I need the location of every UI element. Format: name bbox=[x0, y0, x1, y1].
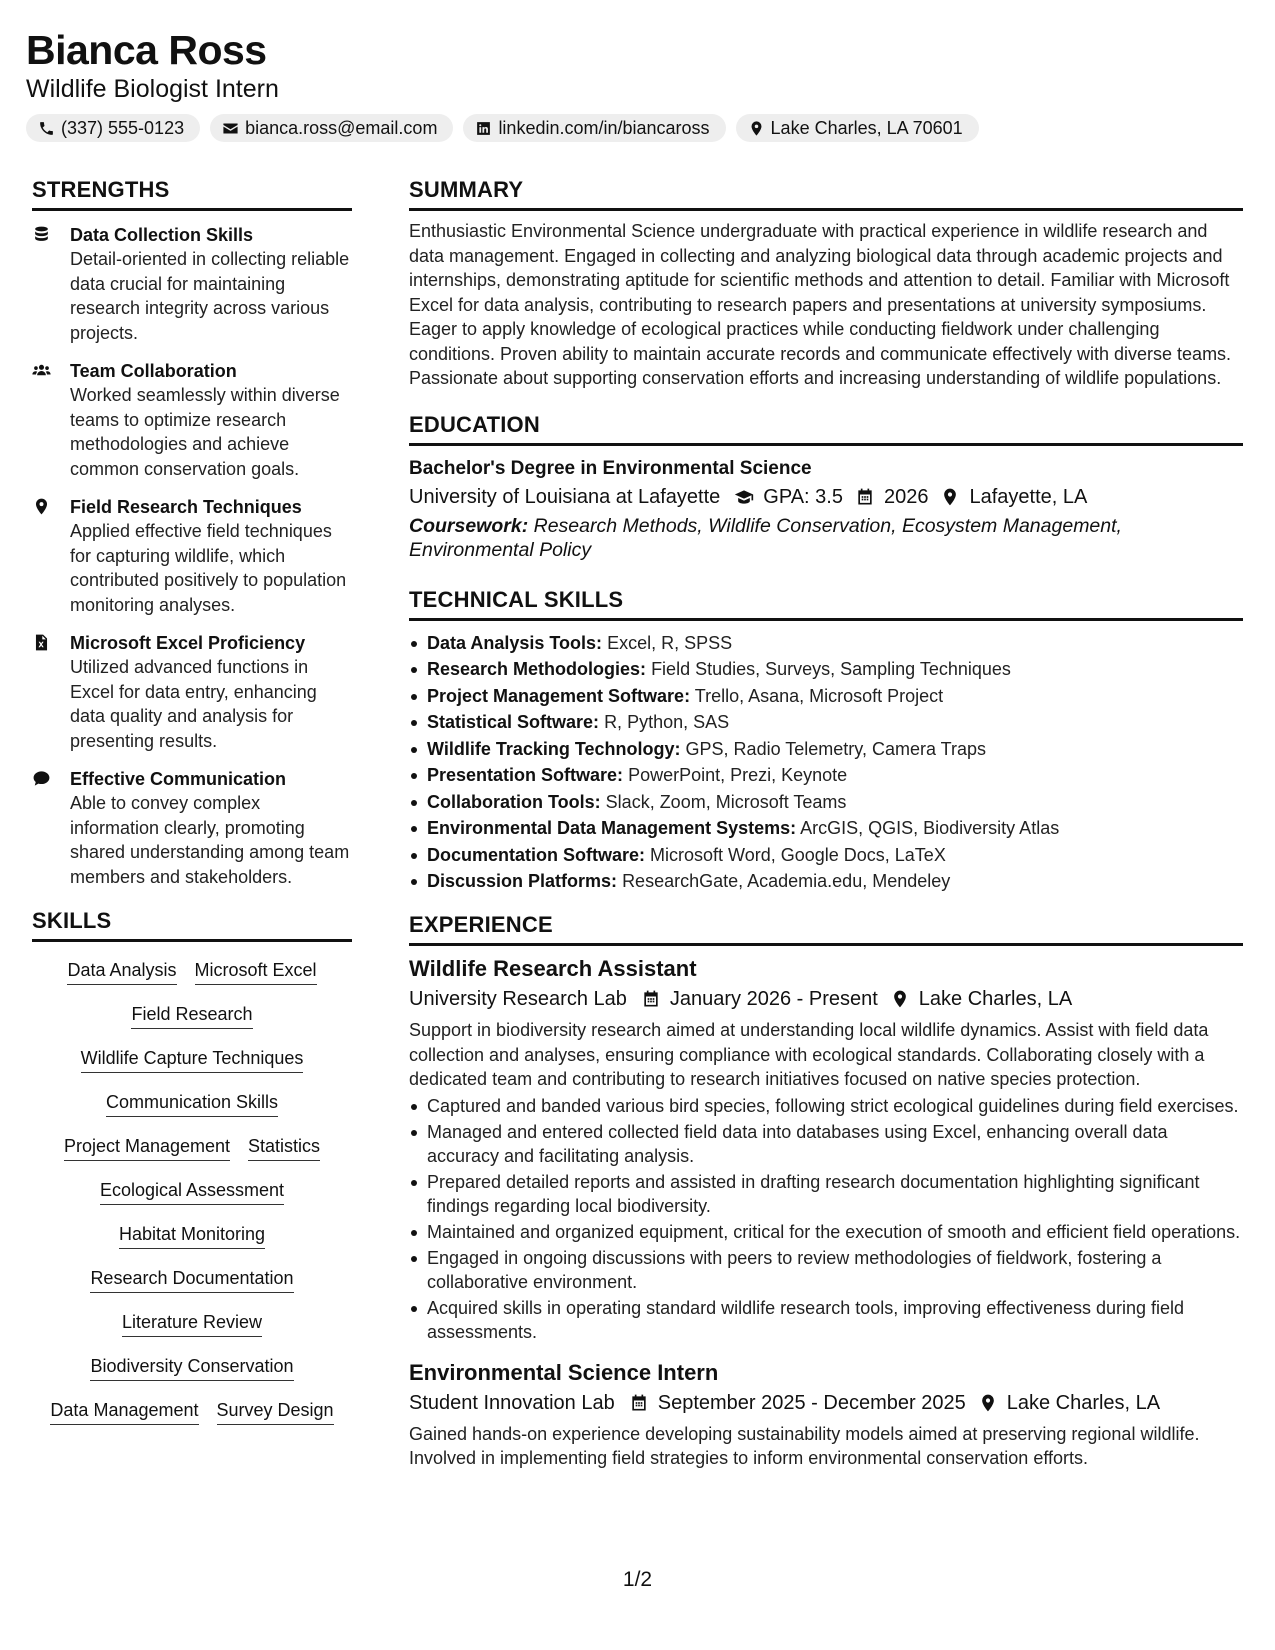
strength-desc: Detail-oriented in collecting reliable data crucial for maintaining research integrity across various projects. bbox=[70, 249, 350, 343]
skill-tag: Biodiversity Conservation bbox=[90, 1354, 293, 1381]
strength-desc: Utilized advanced functions in Excel for data entry, enhancing data quality and analysis for presenting results. bbox=[70, 657, 317, 751]
excel-file-icon bbox=[32, 633, 51, 652]
strength-item bbox=[32, 631, 352, 753]
skills-section bbox=[32, 907, 352, 1425]
strength-desc: Worked seamlessly within diverse teams to optimize research methodologies and achieve common conservation goals. bbox=[70, 385, 340, 479]
job-description: Gained hands-on experience developing sustainability models aimed at preserving regional wildlife. Involved in implementing field strategies to inform environmental conservation efforts. bbox=[409, 1423, 1200, 1468]
linkedin-icon bbox=[475, 120, 492, 137]
strength-desc: Able to convey complex information clearly, promoting shared understanding among team members and stakeholders. bbox=[70, 793, 350, 887]
coursework-text: Research Methods, Wildlife Conservation, Ecosystem Management, Environmental Policy bbox=[409, 514, 1122, 561]
skills-tags bbox=[32, 958, 352, 1425]
list-item: Acquired skills in operating standard wildlife research tools, improving effectiveness during field assessments. bbox=[409, 1296, 1243, 1344]
strengths-list bbox=[32, 223, 352, 889]
skill-tag: Communication Skills bbox=[106, 1090, 278, 1117]
list-item: Statistical Software: R, Python, SAS bbox=[409, 710, 1243, 734]
calendar-icon bbox=[855, 487, 875, 507]
job-dates: January 2026 - Present bbox=[669, 988, 878, 1010]
job-location: Lake Charles, LA bbox=[918, 988, 1073, 1010]
list-item: Captured and banded various bird species, following strict ecological guidelines during field exercises. bbox=[409, 1094, 1243, 1118]
contact-linkedin-text: linkedin.com/in/biancaross bbox=[498, 117, 710, 138]
coursework-label: Coursework: bbox=[409, 514, 529, 537]
education-title: EDUCATION bbox=[409, 411, 1243, 446]
skill-tag: Research Documentation bbox=[90, 1266, 293, 1293]
education-location: Lafayette, LA bbox=[969, 485, 1088, 508]
resume-header bbox=[26, 24, 1246, 142]
job-meta bbox=[409, 1388, 1243, 1418]
location-pin-icon bbox=[748, 120, 765, 137]
strength-title: Data Collection Skills bbox=[70, 225, 254, 245]
list-item: Data Analysis Tools: Excel, R, SPSS bbox=[409, 631, 1243, 655]
job-meta bbox=[409, 984, 1243, 1014]
calendar-icon bbox=[629, 1393, 649, 1413]
contact-linkedin[interactable] bbox=[463, 114, 725, 142]
strengths-title: STRENGTHS bbox=[32, 176, 352, 211]
contact-location-text: Lake Charles, LA 70601 bbox=[770, 117, 963, 138]
calendar-icon bbox=[641, 989, 661, 1009]
contact-phone-text: (337) 555-0123 bbox=[61, 117, 185, 138]
list-item: Discussion Platforms: ResearchGate, Academia.edu, Mendeley bbox=[409, 869, 1243, 893]
phone-icon bbox=[38, 120, 55, 137]
job-company: University Research Lab bbox=[409, 988, 627, 1010]
skill-tag: Survey Design bbox=[217, 1398, 334, 1425]
job-company: Student Innovation Lab bbox=[409, 1391, 615, 1414]
list-item: Wildlife Tracking Technology: GPS, Radio Telemetry, Camera Traps bbox=[409, 737, 1243, 761]
strength-title: Field Research Techniques bbox=[70, 497, 302, 517]
education-gpa: GPA: 3.5 bbox=[763, 485, 843, 508]
job-bullets bbox=[409, 1094, 1243, 1344]
skill-tag: Statistics bbox=[248, 1134, 320, 1161]
list-item: Project Management Software: Trello, Asana, Microsoft Project bbox=[409, 684, 1243, 708]
contact-location bbox=[736, 114, 979, 142]
technical-skills-title: TECHNICAL SKILLS bbox=[409, 586, 1243, 621]
graduation-cap-icon bbox=[734, 487, 754, 507]
skills-title: SKILLS bbox=[32, 907, 352, 942]
skill-tag: Field Research bbox=[131, 1002, 252, 1029]
candidate-role: Wildlife Biologist Intern bbox=[26, 75, 279, 103]
skill-tag: Project Management bbox=[64, 1134, 230, 1161]
list-item: Managed and entered collected field data into databases using Excel, enhancing overall data accuracy and facilitating analysis. bbox=[409, 1120, 1243, 1168]
list-item: Documentation Software: Microsoft Word, Google Docs, LaTeX bbox=[409, 843, 1243, 867]
location-pin-icon bbox=[890, 989, 910, 1009]
database-icon bbox=[32, 225, 51, 244]
skill-tag: Ecological Assessment bbox=[100, 1178, 284, 1205]
envelope-icon bbox=[222, 120, 239, 137]
education-school: University of Louisiana at Lafayette bbox=[409, 485, 721, 508]
list-item: Collaboration Tools: Slack, Zoom, Microsoft Teams bbox=[409, 790, 1243, 814]
experience-title: EXPERIENCE bbox=[409, 911, 1243, 946]
education-coursework bbox=[409, 514, 1243, 562]
skill-tag: Habitat Monitoring bbox=[119, 1222, 265, 1249]
list-item: Research Methodologies: Field Studies, Surveys, Sampling Techniques bbox=[409, 657, 1243, 681]
summary-text: Enthusiastic Environmental Science undergraduate with practical experience in wildlife research and data management. Engaged in collecting and analyzing biological data through academic projects and internships, demonstrating aptitude for scientific methods and attention to detail. Familiar with Microsoft Excel for data analysis, contributing to research papers and presentations at university symposiums. Eager to apply knowledge of ecological practices while conducting fieldwork under challenging conditions. Proven ability to maintain accurate records and communicate effectively with diverse teams. Passionate about supporting conservation efforts and increasing understanding of wildlife populations. bbox=[409, 221, 1232, 388]
location-pin-icon bbox=[940, 487, 960, 507]
job-title: Environmental Science Intern bbox=[409, 1359, 719, 1385]
strength-item bbox=[32, 767, 352, 889]
job-location: Lake Charles, LA bbox=[1006, 1391, 1161, 1414]
comment-icon bbox=[32, 769, 51, 788]
list-item: Presentation Software: PowerPoint, Prezi, Keynote bbox=[409, 763, 1243, 787]
contact-bar bbox=[26, 114, 1246, 142]
job-entry bbox=[409, 1358, 1243, 1471]
list-item: Environmental Data Management Systems: ArcGIS, QGIS, Biodiversity Atlas bbox=[409, 816, 1243, 840]
strength-title: Team Collaboration bbox=[70, 361, 237, 381]
education-meta bbox=[409, 482, 1243, 512]
contact-phone[interactable] bbox=[26, 114, 200, 142]
strength-item bbox=[32, 495, 352, 617]
skill-tag: Microsoft Excel bbox=[195, 958, 317, 985]
strength-title: Microsoft Excel Proficiency bbox=[70, 633, 306, 653]
job-dates: September 2025 - December 2025 bbox=[657, 1391, 966, 1414]
skill-tag: Data Management bbox=[50, 1398, 198, 1425]
strength-desc: Applied effective field techniques for capturing wildlife, which contributed positively to population monitoring analyses. bbox=[70, 521, 347, 615]
skill-tag: Data Analysis bbox=[67, 958, 176, 985]
location-pin-icon bbox=[32, 497, 51, 516]
education-degree: Bachelor's Degree in Environmental Science bbox=[409, 457, 812, 479]
page-number: 1/2 bbox=[622, 1568, 653, 1591]
left-column bbox=[32, 176, 352, 1425]
technical-skills-list bbox=[409, 631, 1243, 894]
skill-tag: Literature Review bbox=[122, 1310, 262, 1337]
job-title: Wildlife Research Assistant bbox=[409, 956, 697, 981]
education-year: 2026 bbox=[883, 485, 929, 508]
location-pin-icon bbox=[978, 1393, 998, 1413]
job-description: Support in biodiversity research aimed at understanding local wildlife dynamics. Assist with field data collection and analyses, ensuring compliance with ecological standards. Collaborating closely with a dedicated team and contributing to research initiatives focused on native species protection. bbox=[409, 1020, 1209, 1089]
list-item: Maintained and organized equipment, critical for the execution of smooth and efficient field operations. bbox=[409, 1220, 1243, 1244]
list-item: Engaged in ongoing discussions with peers to review methodologies of fieldwork, fostering a collaborative environment. bbox=[409, 1246, 1243, 1294]
right-column bbox=[409, 176, 1243, 1471]
strength-title: Effective Communication bbox=[70, 769, 287, 789]
list-item: Prepared detailed reports and assisted in drafting research documentation highlighting significant findings regarding local biodiversity. bbox=[409, 1170, 1243, 1218]
strength-item bbox=[32, 359, 352, 481]
job-entry bbox=[409, 954, 1243, 1344]
summary-title: SUMMARY bbox=[409, 176, 1243, 211]
contact-email[interactable] bbox=[210, 114, 453, 142]
skill-tag: Wildlife Capture Techniques bbox=[81, 1046, 304, 1073]
contact-email-text: bianca.ross@email.com bbox=[245, 117, 438, 138]
candidate-name: Bianca Ross bbox=[26, 27, 267, 73]
users-icon bbox=[32, 361, 51, 380]
strength-item bbox=[32, 223, 352, 345]
